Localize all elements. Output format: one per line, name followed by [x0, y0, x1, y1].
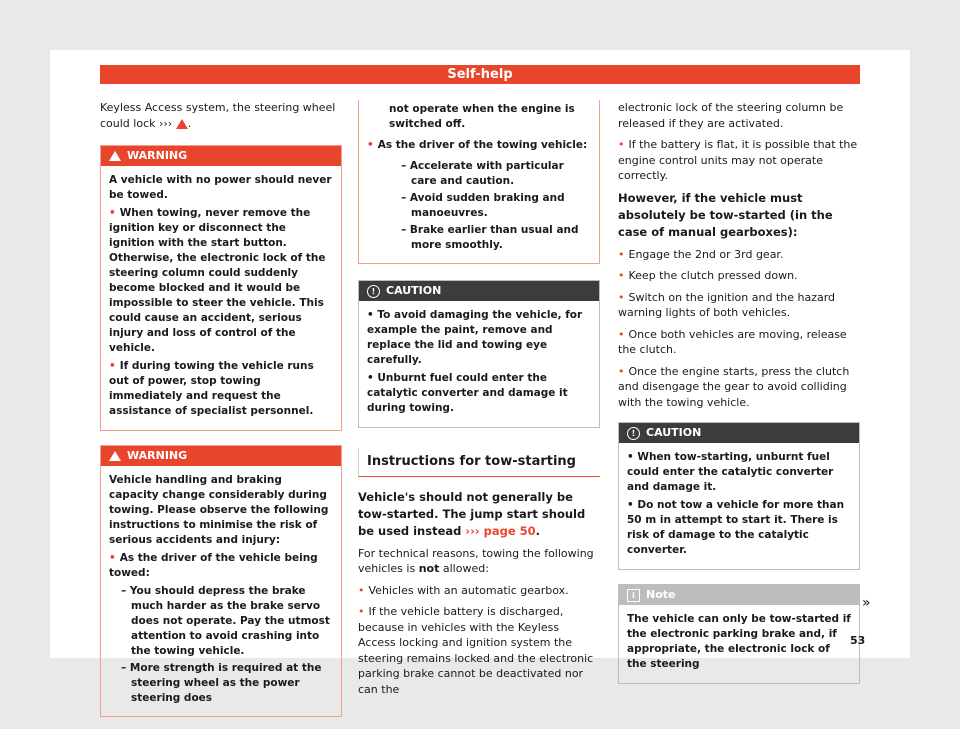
list-item: • Unburnt fuel could enter the catalytic converter and damage it during towing. — [367, 372, 568, 414]
warning-continuation: not operate when the engine is switched off. • As the driver of the towing vehicle: – Accelerate with particular care and caution. – Avoid sudden braking and manoeuvres. – Brake earlier than usual and more smoothly. — [358, 100, 600, 264]
list-item: • If the vehicle battery is discharged, because in vehicles with the Keyless Access locking and ignition system the steering remains locked and the electronic parking brake cannot be deactivated nor can the — [358, 605, 594, 696]
list-item: • Once both vehicles are moving, release the clutch. — [618, 327, 847, 356]
info-icon: i — [627, 589, 640, 602]
continue-icon: » — [862, 595, 871, 611]
list-item: • When tow-starting, unburnt fuel could enter the catalytic converter and damage it. — [627, 451, 834, 493]
body-text: For technical reasons, towing the following vehicles is not allowed: — [358, 546, 594, 575]
warning-body: Vehicle handling and braking capacity change considerably during towing. Please observe the following instructions to minimise the risk of serious accidents and injury: • As the driver of the vehicle being towed: – You should depress the brake much harder as the brake servo does not operate. Pay the utmost attention to avoid crashing into the towing vehicle. – More strength is required at the steering wheel as the power steering does — [101, 466, 341, 716]
note-box — [618, 584, 860, 684]
note-header: i Note — [619, 585, 859, 605]
warning-box-1 — [100, 145, 342, 431]
list-item: • Engage the 2nd or 3rd gear. — [618, 247, 784, 261]
caution-icon: ! — [627, 427, 640, 440]
list-item: • Keep the clutch pressed down. — [618, 269, 798, 282]
warning-body: A vehicle with no power should never be towed. • When towing, never remove the ignition key or disconnect the ignition with the start button. Otherwise, the electronic lock of the steering column could suddenly become blocked and it would be impossible to steer the vehicle. This could cause an accident, serious injury and loss of control of the vehicle. • If during towing the vehicle runs out of power, stop towing immediately and request the assistance of specialist personnel. — [109, 174, 332, 417]
caution-header: ! CAUTION — [359, 281, 599, 301]
list-item: • Once the engine starts, press the clutch and disengage the gear to avoid colliding with the towing vehicle. — [618, 364, 850, 409]
list-item: • Vehicles with an automatic gearbox. — [358, 583, 569, 597]
lead-text: Vehicle's should not generally be tow-started. The jump start should be used instead ››› page 50. — [358, 489, 586, 538]
warning-icon — [109, 451, 121, 461]
list-item: • Do not tow a vehicle for more than 50 m in attempt to start it. There is risk of damage to the catalytic converter. — [627, 499, 845, 556]
list-item: • As the driver of the towing vehicle: — [367, 139, 588, 151]
caution-box — [358, 280, 600, 428]
caution-body — [359, 301, 599, 427]
column-2 — [358, 100, 600, 703]
warning-box-2 — [100, 445, 342, 717]
section-header: Self-help — [100, 65, 860, 84]
caution-header: ! CAUTION — [619, 423, 859, 443]
list-item: • Switch on the ignition and the hazard warning lights of both vehicles. — [618, 290, 836, 319]
list-item: • To avoid damaging the vehicle, for example the paint, remove and replace the lid and towing eye carefully. — [367, 309, 583, 366]
intro-text: Keyless Access system, the steering wheel could lock ››› . — [100, 101, 336, 130]
list-item: • As the driver of the vehicle being towed: — [109, 552, 318, 579]
page-reference-link[interactable]: ››› page 50 — [465, 523, 536, 538]
body-text: electronic lock of the steering column be released if they are activated. — [618, 101, 844, 130]
column-1 — [100, 100, 342, 729]
caution-box — [618, 422, 860, 570]
sub-list-item: – Avoid sudden braking and manoeuvres. — [401, 192, 565, 219]
caution-icon: ! — [367, 285, 380, 298]
sub-list-item: – Accelerate with particular care and caution. — [401, 160, 564, 187]
section-title: Instructions for tow-starting — [358, 448, 600, 477]
page-number: 53 — [850, 634, 866, 647]
list-item: • When towing, never remove the ignition key or disconnect the ignition with the start button. Otherwise, the electronic lock of the steering column could suddenly become blocked and it would be impossible to steer the vehicle. This could cause an accident, serious injury and loss of control of the vehicle. — [109, 207, 326, 354]
warning-icon — [176, 119, 188, 129]
sub-list-item: – You should depress the brake much harder as the brake servo does not operate. Pay the utmost attention to avoid crashing into the towing vehicle. — [121, 585, 330, 657]
column-3 — [618, 100, 860, 696]
list-item: • If during towing the vehicle runs out of power, stop towing immediately and request the assistance of specialist personnel. — [109, 360, 314, 417]
warning-header: WARNING — [101, 146, 341, 166]
list-item: • If the battery is flat, it is possible that the engine control units may not operate correctly. — [618, 138, 858, 182]
caution-body — [619, 443, 859, 569]
sub-list-item: – More strength is required at the steering wheel as the power steering does — [121, 662, 322, 704]
note-body: The vehicle can only be tow-started if the electronic parking brake and, if appropriate, the electronic lock of the steering — [627, 613, 851, 670]
warning-icon — [109, 151, 121, 161]
warning-header: WARNING — [101, 446, 341, 466]
sub-list-item: – Brake earlier than usual and more smoothly. — [401, 224, 579, 251]
lead-text: However, if the vehicle must absolutely be tow-started (in the case of manual gearboxes): — [618, 190, 833, 239]
